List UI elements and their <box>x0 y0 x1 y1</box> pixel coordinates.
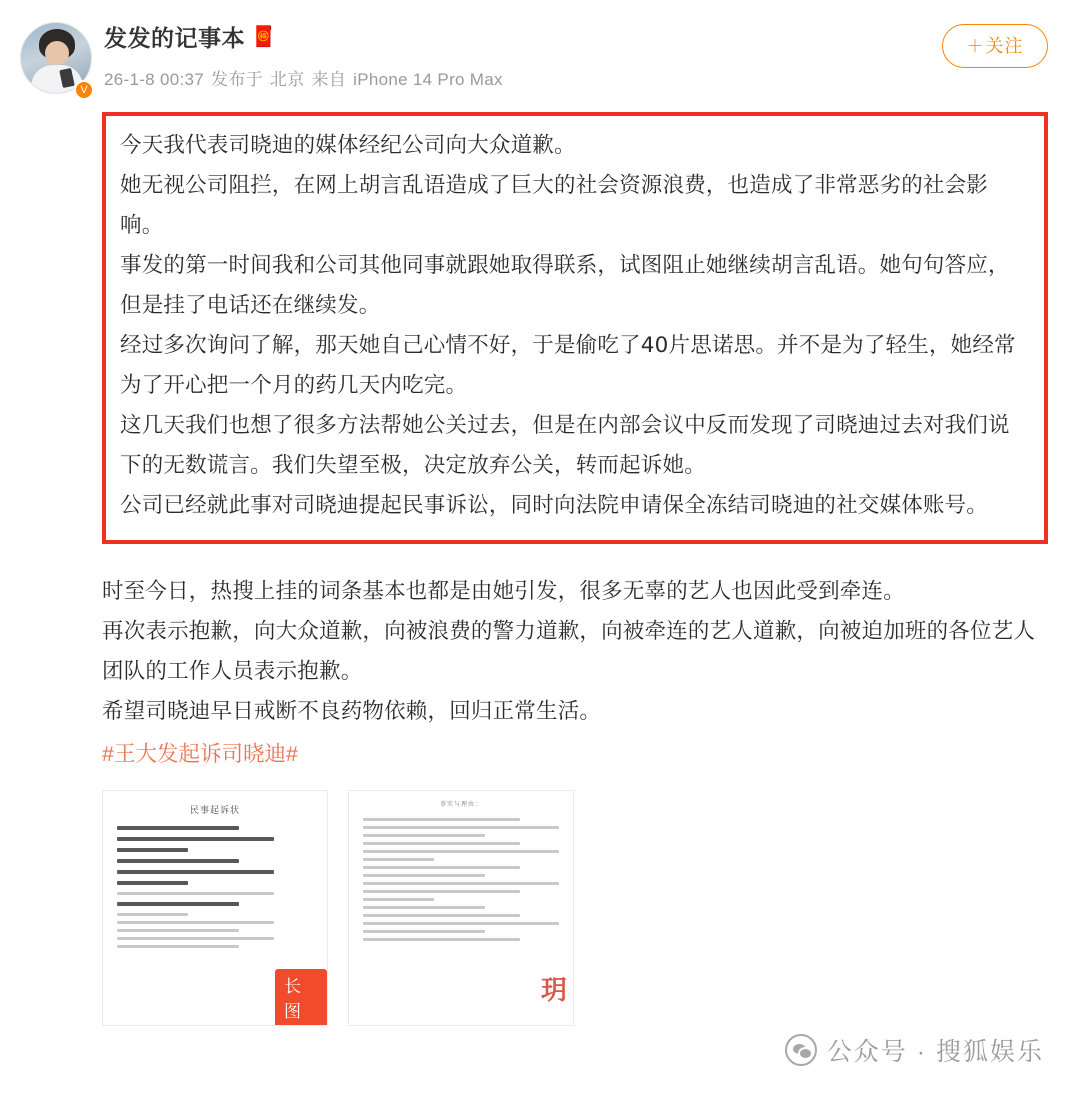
document-seal-icon: 玥 <box>540 976 567 1006</box>
redacted-line <box>117 892 274 895</box>
redacted-line <box>363 842 520 845</box>
redacted-line <box>363 898 434 901</box>
redacted-line <box>117 881 188 885</box>
source-label: 来自 <box>311 70 347 89</box>
highlight-paragraph: 事发的第一时间我和公司其他同事就跟她取得联系，试图阻止她继续胡言乱语。她句句答应，但是挂了电话还在继续发。 <box>120 253 1010 318</box>
redacted-line <box>117 826 239 830</box>
redacted-line <box>363 818 520 821</box>
long-image-badge: 长图 <box>275 969 327 1025</box>
post-image-thumbnail[interactable] <box>102 790 328 1026</box>
redacted-line <box>363 938 520 941</box>
redacted-line <box>363 930 485 933</box>
user-name[interactable]: 发发的记事本 <box>104 25 245 51</box>
post-timestamp: 26-1-8 00:37 <box>104 70 205 89</box>
redacted-line <box>117 859 239 863</box>
post-body <box>0 112 1068 1026</box>
post-paragraph: 再次表示抱歉，向大众道歉，向被浪费的警力道歉，向被牵连的艺人道歉，向被迫加班的各位艺人团队的工作人员表示抱歉。 <box>102 619 1036 684</box>
document-text-block <box>117 826 313 948</box>
redacted-line <box>117 929 239 932</box>
redacted-line <box>117 921 274 924</box>
wechat-icon <box>785 1034 817 1066</box>
post-location[interactable]: 北京 <box>269 70 305 89</box>
redacted-line <box>363 890 520 893</box>
redacted-line <box>117 848 188 852</box>
redacted-line <box>363 866 520 869</box>
redacted-line <box>117 913 188 916</box>
red-packet-emoji-icon: 🧧 <box>251 25 276 48</box>
redacted-line <box>363 906 485 909</box>
redacted-line <box>363 850 559 853</box>
highlighted-text-box <box>102 112 1048 544</box>
post-paragraph: 希望司晓迪早日戒断不良药物依赖，回归正常生活。 <box>102 699 602 724</box>
document-title: 事实与理由： <box>439 802 482 808</box>
highlight-paragraph: 这几天我们也想了很多方法帮她公关过去，但是在内部会议中反而发现了司晓迪过去对我们说下的无数谎言。我们失望至极，决定放弃公关，转而起诉她。 <box>120 413 1010 478</box>
watermark-text: 公众号 · 搜狐娱乐 <box>826 1038 1044 1066</box>
watermark <box>785 1032 1044 1068</box>
post-image-thumbnail[interactable] <box>348 790 574 1026</box>
hashtag-link[interactable]: #王大发起诉司晓迪# <box>102 742 298 766</box>
redacted-line <box>363 834 485 837</box>
redacted-line <box>117 937 274 940</box>
publish-label: 发布于 <box>211 70 263 89</box>
highlight-paragraph: 今天我代表司晓迪的媒体经纪公司向大众道歉。 <box>120 133 576 158</box>
redacted-line <box>117 837 274 841</box>
highlight-paragraph: 经过多次询问了解，那天她自己心情不好，于是偷吃了40片思诺思。并不是为了轻生，她经常为了开心把一个月的药几天内吃完。 <box>120 333 1016 398</box>
redacted-line <box>117 870 274 874</box>
avatar-face <box>45 41 69 65</box>
user-name-row <box>104 20 1048 53</box>
post-text-rest <box>102 572 1048 774</box>
post-images <box>102 790 1048 1026</box>
redacted-line <box>363 914 520 917</box>
verified-badge-icon: V <box>74 80 94 100</box>
plus-icon: ＋ <box>966 37 985 56</box>
redacted-line <box>363 858 434 861</box>
redacted-line <box>117 945 239 948</box>
redacted-line <box>363 882 559 885</box>
redacted-line <box>363 922 559 925</box>
post-paragraph: 时至今日，热搜上挂的词条基本也都是由她引发，很多无辜的艺人也因此受到牵连。 <box>102 579 905 604</box>
post-meta <box>104 65 1048 90</box>
highlight-paragraph: 公司已经就此事对司晓迪提起民事诉讼，同时向法院申请保全冻结司晓迪的社交媒体账号。 <box>120 493 989 518</box>
redacted-line <box>363 874 485 877</box>
avatar-container[interactable] <box>20 18 104 94</box>
redacted-line <box>117 902 239 906</box>
post-device: iPhone 14 Pro Max <box>353 70 503 89</box>
follow-button-label: 关注 <box>985 36 1024 56</box>
document-text-block <box>363 818 559 941</box>
redacted-line <box>363 826 559 829</box>
post-header <box>0 0 1068 94</box>
document-title: 民事起诉状 <box>189 805 240 815</box>
highlight-paragraph: 她无视公司阻拦，在网上胡言乱语造成了巨大的社会资源浪费，也造成了非常恶劣的社会影响。 <box>120 173 989 238</box>
follow-button[interactable] <box>942 24 1048 68</box>
header-main <box>104 18 1048 90</box>
